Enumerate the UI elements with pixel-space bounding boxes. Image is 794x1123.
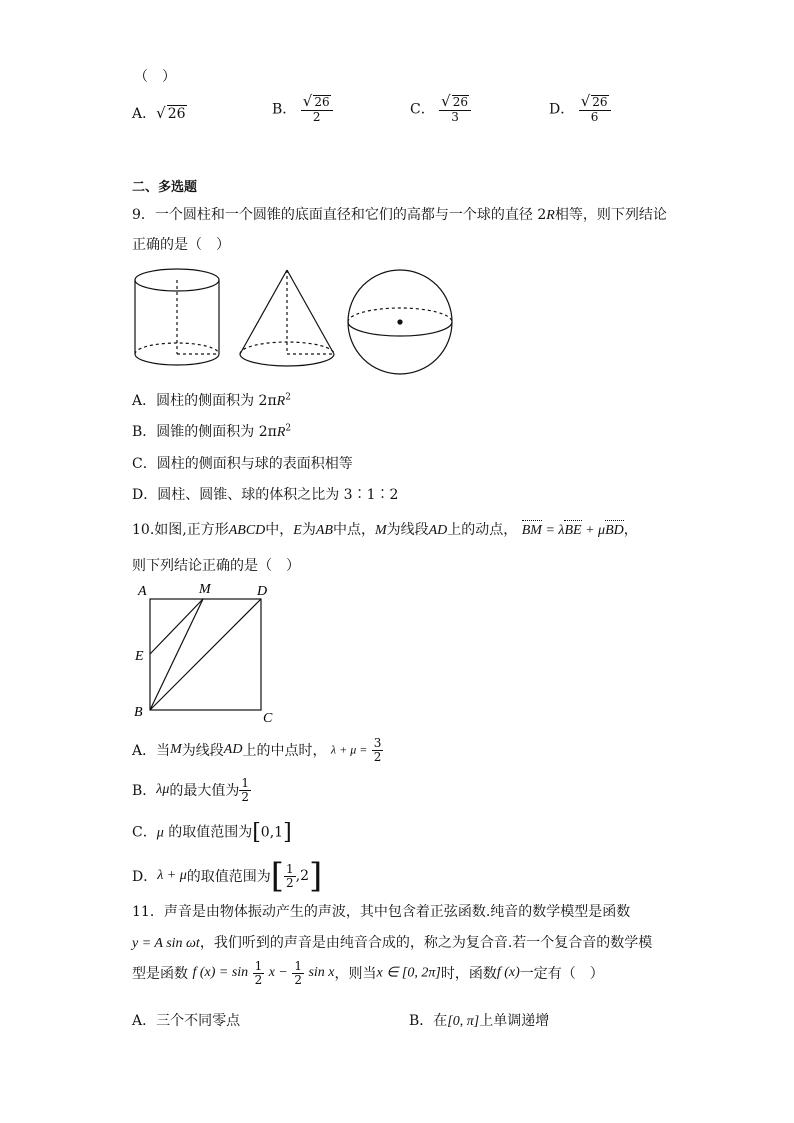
equals-lambda: = λ bbox=[541, 523, 565, 538]
numerator: 1 bbox=[286, 861, 294, 876]
plus-mu: + μ bbox=[581, 523, 606, 538]
stem-text: 一定有（ ） bbox=[519, 966, 604, 983]
q11-option-b[interactable] bbox=[409, 1010, 549, 1030]
segment-em bbox=[150, 599, 203, 654]
q10-figure bbox=[128, 578, 288, 728]
var-x: x − bbox=[268, 965, 288, 981]
q8-option-a[interactable]: A．√ 26 bbox=[132, 104, 186, 122]
exponent: 2 bbox=[285, 392, 291, 403]
option-text: 的取值范围为 bbox=[186, 869, 271, 885]
option-text: B．圆锥的侧面积为 2π bbox=[132, 424, 277, 440]
q9-option-b[interactable] bbox=[132, 421, 291, 441]
stem-text: 为 bbox=[301, 522, 316, 538]
denominator: 2 bbox=[373, 749, 382, 764]
denominator: 6 bbox=[590, 109, 599, 124]
q8-paren: （ ） bbox=[134, 69, 176, 85]
label-m: M bbox=[199, 582, 211, 597]
stem-text: 9．一个圆柱和一个圆锥的底面直径和它们的高都与一个球的直径 2 bbox=[132, 207, 547, 223]
var-m: M bbox=[374, 523, 387, 538]
q9-stem-line1 bbox=[132, 204, 667, 224]
q10-option-a[interactable] bbox=[132, 737, 383, 763]
bracket-open: [ bbox=[270, 856, 285, 896]
sin-x: sin x bbox=[308, 965, 335, 981]
stem-text: 型是函数 bbox=[132, 966, 188, 983]
stem-text: 为线段 bbox=[386, 522, 429, 538]
expression: λ + μ = bbox=[330, 742, 368, 757]
bracket-close: ] bbox=[309, 856, 323, 896]
q9-stem-line2: 正确的是（ ） bbox=[132, 237, 230, 253]
label-b: B bbox=[134, 705, 143, 720]
q11-option-a[interactable]: A．三个不同零点 bbox=[132, 1013, 241, 1029]
stem-text: 相等，则下列结论 bbox=[554, 207, 667, 223]
fraction bbox=[239, 777, 251, 803]
var-abcd: ABCD bbox=[228, 523, 266, 538]
radicand: 26 bbox=[167, 106, 186, 122]
label-c: C bbox=[263, 711, 273, 726]
stem-text: ，则当 bbox=[334, 966, 377, 983]
exponent: 2 bbox=[285, 423, 292, 434]
domain: x ∈ [0, 2π] bbox=[376, 965, 441, 981]
q10-option-b[interactable] bbox=[132, 777, 251, 803]
radicand: 26 bbox=[452, 95, 469, 109]
option-text: 的最大值为 bbox=[169, 783, 240, 800]
denominator: 2 bbox=[286, 875, 294, 890]
var-ab: AB bbox=[315, 523, 333, 538]
option-text: A．圆柱的侧面积为 2π bbox=[132, 393, 277, 409]
fraction: $\frac{√ 26}{3}$ bbox=[439, 94, 471, 123]
interval-tail: ,2 bbox=[295, 868, 310, 884]
fraction bbox=[292, 960, 304, 986]
option-label: B． bbox=[272, 101, 297, 118]
q11-line1: 11．声音是由物体振动产生的声波，其中包含着正弦函数.纯音的数学模型是函数 bbox=[132, 904, 631, 920]
fraction bbox=[284, 863, 296, 889]
numerator: 1 bbox=[254, 959, 263, 973]
fraction bbox=[372, 737, 384, 763]
formula-pure-tone: y = A sin ωt bbox=[132, 936, 200, 951]
fraction: $\frac{√ 26}{2}$ bbox=[301, 94, 333, 123]
cone-figure bbox=[240, 270, 334, 366]
var-r: R bbox=[546, 208, 555, 223]
option-text: 为线段 bbox=[181, 743, 224, 760]
fraction bbox=[253, 960, 265, 986]
section-title: 二、多选题 bbox=[132, 180, 198, 195]
q10-option-d[interactable] bbox=[132, 856, 322, 896]
q8-option-d[interactable] bbox=[549, 94, 611, 123]
q9-figures bbox=[130, 266, 460, 378]
q10-stem-line2: 则下列结论正确的是（ ） bbox=[132, 558, 300, 574]
stem-text: 10.如图,正方形 bbox=[132, 522, 229, 538]
var-mu: μ bbox=[156, 825, 164, 841]
q9-option-d[interactable]: D．圆柱、圆锥、球的体积之比为 3∶1∶2 bbox=[132, 487, 399, 503]
var-r: R bbox=[276, 394, 286, 409]
expression: λμ bbox=[156, 782, 170, 798]
option-label: B． bbox=[132, 783, 157, 800]
var-m: M bbox=[170, 742, 182, 758]
stem-text: 中， bbox=[265, 522, 294, 538]
q11-line3 bbox=[132, 960, 604, 986]
fraction: $\frac{√ 26}{6}$ bbox=[579, 94, 611, 123]
vector-be: BE bbox=[564, 523, 582, 538]
denominator: 2 bbox=[312, 109, 321, 124]
q10-stem-line1 bbox=[132, 519, 638, 539]
segment-bm bbox=[150, 599, 203, 710]
interval: [0, π] bbox=[447, 1014, 480, 1029]
var-r: R bbox=[276, 425, 286, 440]
radicand: 26 bbox=[592, 95, 608, 109]
numerator: 1 bbox=[294, 959, 302, 973]
function-f: f (x) bbox=[496, 965, 520, 981]
option-label: A． bbox=[132, 106, 157, 122]
segment-bd bbox=[150, 599, 261, 710]
label-d: D bbox=[257, 584, 268, 599]
numerator: 3 bbox=[373, 736, 382, 750]
stem-text: ， bbox=[623, 522, 638, 538]
label-a: A bbox=[138, 584, 147, 599]
option-text: B．在 bbox=[409, 1013, 448, 1029]
expression: λ + μ bbox=[157, 868, 187, 883]
denominator: 2 bbox=[254, 972, 263, 987]
numerator: 1 bbox=[241, 776, 250, 790]
option-text: 的取值范围为 bbox=[163, 824, 253, 841]
cylinder-figure bbox=[135, 269, 219, 365]
option-text: 上的中点时， bbox=[242, 743, 327, 760]
denominator: 2 bbox=[294, 972, 302, 987]
option-label: D． bbox=[549, 101, 575, 118]
q8-option-b[interactable] bbox=[272, 94, 333, 123]
denominator: 3 bbox=[451, 109, 459, 124]
var-ad: AD bbox=[428, 523, 448, 538]
radicand: 26 bbox=[314, 95, 330, 109]
q9-option-c[interactable]: C．圆柱的侧面积与球的表面积相等 bbox=[132, 456, 353, 472]
stem-text: 中点， bbox=[332, 522, 375, 538]
bracket-close: ] bbox=[283, 820, 292, 845]
stem-text: 上的动点， bbox=[447, 522, 518, 538]
label-e: E bbox=[135, 649, 144, 664]
q8-option-c[interactable] bbox=[410, 94, 471, 123]
stem-text: ，我们听到的声音是由纯音合成的，称之为复合音.若一个复合音的数学模 bbox=[199, 935, 653, 951]
bracket-open: [ bbox=[252, 820, 261, 845]
q11-line2 bbox=[132, 932, 652, 952]
q10-option-c[interactable] bbox=[132, 820, 292, 845]
var-e: E bbox=[293, 523, 302, 538]
option-text: A．当 bbox=[132, 743, 171, 760]
function-f: f (x) = sin bbox=[192, 965, 249, 981]
denominator: 2 bbox=[241, 789, 250, 804]
option-label: C． bbox=[132, 824, 157, 841]
var-ad: AD bbox=[223, 742, 243, 758]
option-label: C． bbox=[410, 101, 435, 118]
interval: 0,1 bbox=[260, 824, 284, 841]
vector-bd: BD bbox=[605, 523, 624, 538]
option-label: D． bbox=[132, 869, 158, 885]
sphere-figure bbox=[348, 270, 452, 374]
stem-text: 时，函数 bbox=[440, 966, 497, 983]
vector-bm: BM bbox=[521, 523, 542, 538]
q9-option-a[interactable] bbox=[132, 390, 291, 410]
option-text: 上单调递增 bbox=[479, 1013, 550, 1029]
